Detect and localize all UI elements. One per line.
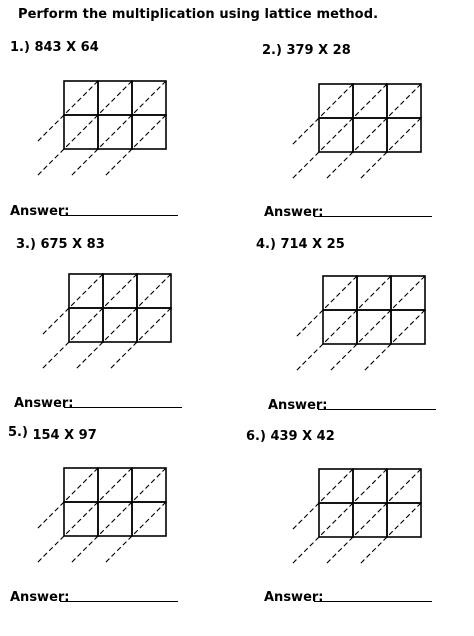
lattice-diagonal bbox=[357, 276, 391, 310]
problem-5-expression: 154 X 97 bbox=[32, 428, 97, 443]
lattice-diagonal bbox=[360, 503, 421, 564]
lattice-diagonal bbox=[98, 81, 132, 115]
problem-2-label bbox=[262, 43, 351, 58]
lattice-diagonal bbox=[42, 274, 103, 335]
lattice-diagonal bbox=[132, 468, 166, 502]
answer-label-1: Answer: bbox=[10, 204, 70, 219]
lattice-diagonal bbox=[360, 118, 421, 179]
lattice-diagonal bbox=[387, 469, 421, 503]
problem-3-expression: 675 X 83 bbox=[40, 237, 105, 252]
lattice-grid-3 bbox=[9, 269, 181, 407]
problem-1-expression: 843 X 64 bbox=[34, 40, 99, 55]
answer-label-5: Answer: bbox=[10, 590, 70, 605]
lattice-diagonal bbox=[132, 81, 166, 115]
lattice-diagonal bbox=[353, 469, 387, 503]
lattice-grid-5 bbox=[4, 463, 176, 601]
lattice-diagonal bbox=[330, 310, 391, 371]
answer-label-3: Answer: bbox=[14, 396, 74, 411]
problem-6-label bbox=[246, 429, 335, 444]
answer-line-2[interactable] bbox=[314, 216, 432, 217]
problem-2-number: 2.) bbox=[262, 43, 282, 58]
lattice-diagonal bbox=[292, 469, 353, 530]
answer-line-5[interactable] bbox=[60, 601, 178, 602]
answer-label-6: Answer: bbox=[264, 590, 324, 605]
lattice-diagonal bbox=[364, 310, 425, 371]
lattice-diagonal bbox=[105, 115, 166, 176]
lattice-diagonal bbox=[37, 502, 98, 563]
problem-2-expression: 379 X 28 bbox=[286, 43, 351, 58]
lattice-diagonal bbox=[37, 81, 98, 142]
lattice-diagonal bbox=[76, 308, 137, 369]
problem-3-label bbox=[16, 237, 105, 252]
answer-label-4: Answer: bbox=[268, 398, 328, 413]
answer-line-1[interactable] bbox=[60, 215, 178, 216]
worksheet-title: Perform the multiplication using lattice method. bbox=[18, 7, 379, 22]
lattice-grid-6 bbox=[259, 464, 431, 602]
lattice-grid-2 bbox=[259, 79, 431, 217]
answer-label-2: Answer: bbox=[264, 205, 324, 220]
problem-5-number: 5.) bbox=[8, 425, 28, 440]
lattice-diagonal bbox=[292, 118, 353, 179]
lattice-grid-4 bbox=[263, 271, 435, 409]
problem-1-label bbox=[10, 40, 99, 55]
lattice-diagonal bbox=[103, 274, 137, 308]
lattice-diagonal bbox=[71, 115, 132, 176]
lattice-diagonal bbox=[71, 502, 132, 563]
lattice-diagonal bbox=[296, 310, 357, 371]
lattice-diagonal bbox=[326, 503, 387, 564]
lattice-diagonal bbox=[37, 115, 98, 176]
answer-line-6[interactable] bbox=[314, 601, 432, 602]
lattice-grid-1 bbox=[4, 76, 176, 214]
lattice-diagonal bbox=[105, 502, 166, 563]
answer-line-3[interactable] bbox=[64, 407, 182, 408]
lattice-diagonal bbox=[391, 276, 425, 310]
lattice-diagonal bbox=[326, 118, 387, 179]
problem-3-number: 3.) bbox=[16, 237, 36, 252]
answer-line-4[interactable] bbox=[318, 409, 436, 410]
lattice-diagonal bbox=[42, 308, 103, 369]
problem-4-label bbox=[256, 237, 345, 252]
lattice-diagonal bbox=[98, 468, 132, 502]
lattice-diagonal bbox=[37, 468, 98, 529]
lattice-diagonal bbox=[353, 84, 387, 118]
problem-4-number: 4.) bbox=[256, 237, 276, 252]
lattice-diagonal bbox=[296, 276, 357, 337]
problem-6-expression: 439 X 42 bbox=[270, 429, 335, 444]
problem-6-number: 6.) bbox=[246, 429, 266, 444]
lattice-diagonal bbox=[110, 308, 171, 369]
problem-5-label bbox=[8, 425, 97, 443]
lattice-diagonal bbox=[292, 84, 353, 145]
problem-1-number: 1.) bbox=[10, 40, 30, 55]
lattice-diagonal bbox=[387, 84, 421, 118]
lattice-diagonal bbox=[137, 274, 171, 308]
problem-4-expression: 714 X 25 bbox=[280, 237, 345, 252]
lattice-diagonal bbox=[292, 503, 353, 564]
